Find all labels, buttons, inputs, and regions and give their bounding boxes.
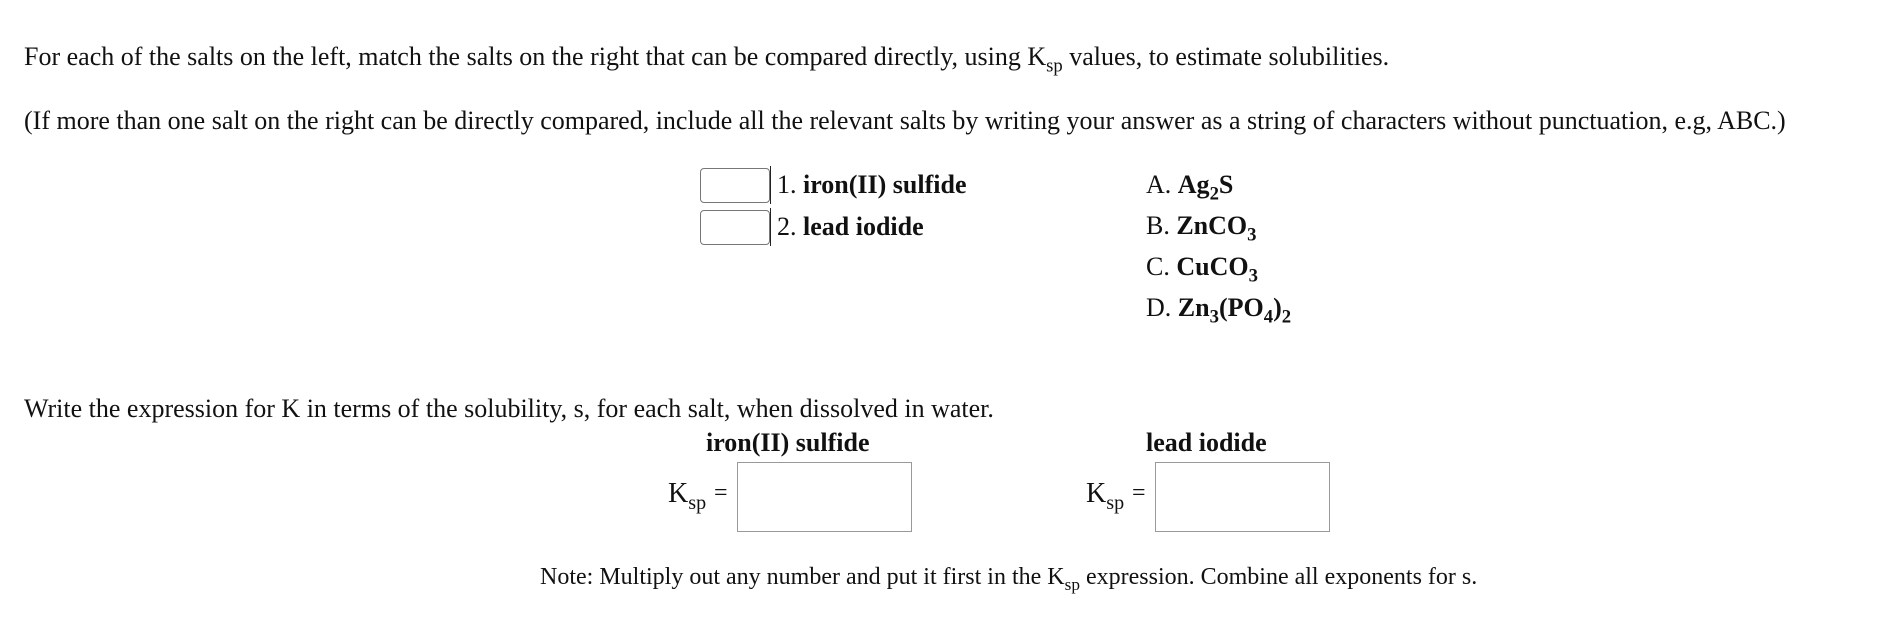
- choice-c-formula: CuCO$_3$: [1176, 251, 1258, 287]
- choice-a-letter: A.: [1146, 169, 1172, 199]
- stem-1-answer-input[interactable]: [700, 168, 770, 203]
- instruction-line-2: (If more than one salt on the right can be directly compared, include all the relevant salts by writing your answer as a string of characters without punctuation, e.g, ABC.): [24, 106, 1786, 135]
- ksp-expression-input-iron-sulfide[interactable]: [737, 462, 912, 532]
- choice-b-letter: B.: [1146, 210, 1170, 240]
- instruction-text-end: values, to estimate solubilities.: [1062, 42, 1390, 71]
- instruction-line-1: [24, 42, 1390, 77]
- choice-c-letter: C.: [1146, 251, 1170, 281]
- instruction-text-start: For each of the salts on the left, match the salts on the right that can be compared directly, using K: [24, 42, 1047, 71]
- stem-2-answer-input[interactable]: [700, 210, 770, 245]
- matching-choices: [1146, 164, 1291, 328]
- expression-prompt: Write the expression for K in terms of the solubility, s, for each salt, when dissolved in water.: [24, 394, 994, 423]
- choice-d-letter: D.: [1146, 292, 1172, 322]
- stem-1-number: 1.: [777, 170, 797, 199]
- column-heading-lead-iodide: lead iodide: [1146, 428, 1267, 457]
- choice-c: [1146, 246, 1291, 287]
- choice-b-formula: ZnCO$_3$: [1176, 210, 1257, 246]
- stem-2-name: lead iodide: [803, 212, 924, 241]
- ksp-subscript: sp: [1046, 55, 1063, 77]
- stem-1-name: iron(II) sulfide: [803, 170, 967, 199]
- choice-d: [1146, 287, 1291, 328]
- equals-sign-1: =: [714, 480, 728, 506]
- choice-a-formula: $Ag_2S$: [1177, 169, 1234, 205]
- stem-row-2: [700, 206, 967, 248]
- stem-2-label: [770, 208, 924, 246]
- note-text: Note: Multiply out any number and put it first in the $K_{sp}$ expression. Combine all exponents for s.: [540, 564, 1478, 595]
- stem-1-label: [770, 166, 967, 204]
- choice-d-formula: $Zn_3(PO_4)_2$: [1177, 292, 1292, 328]
- choice-a: [1146, 164, 1291, 205]
- stem-row-1: [700, 164, 967, 206]
- ksp-label-1: $K_{sp}$: [668, 478, 707, 515]
- column-heading-iron-sulfide: iron(II) sulfide: [706, 428, 870, 457]
- equals-sign-2: =: [1132, 480, 1146, 506]
- ksp-label-2: $K_{sp}$: [1086, 478, 1125, 515]
- choice-b: [1146, 205, 1291, 246]
- stem-2-number: 2.: [777, 212, 797, 241]
- matching-stems: [700, 164, 967, 248]
- ksp-expression-input-lead-iodide[interactable]: [1155, 462, 1330, 532]
